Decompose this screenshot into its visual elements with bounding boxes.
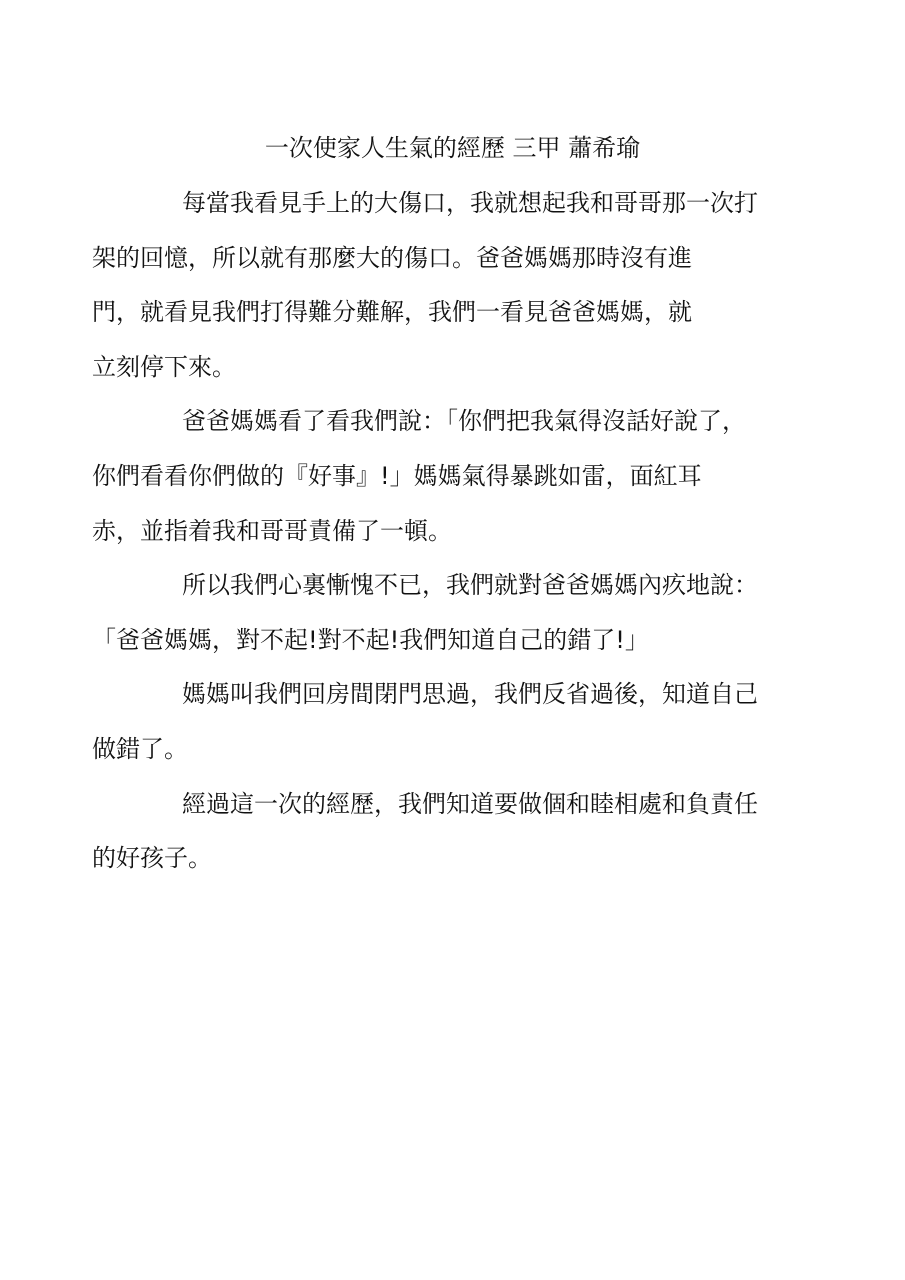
paragraph-3 (92, 558, 777, 667)
paragraph-line: 赤，並指着我和哥哥責備了一頓。 (92, 516, 452, 545)
paragraph-line: 經過這一次的經歷，我們知道要做個和睦相處和負責任 (182, 789, 758, 818)
paragraph-5 (92, 777, 777, 886)
paragraph-line: 所以我們心裏慚愧不已，我們就對爸爸媽媽內疚地說： (182, 571, 758, 600)
paragraph-line: 「爸爸媽媽，對不起!對不起!我們知道自己的錯了!」 (92, 625, 649, 654)
paragraph-line: 架的回憶，所以就有那麼大的傷口。爸爸媽媽那時沒有進 (92, 243, 692, 272)
paragraph-line: 爸爸媽媽看了看我們說：「你們把我氣得沒話好說了， (182, 407, 746, 436)
paragraph-line: 立刻停下來。 (92, 352, 236, 381)
paragraph-line: 的好孩子。 (92, 844, 212, 873)
paragraph-4 (92, 667, 777, 776)
paragraph-line: 媽媽叫我們回房間閉門思過，我們反省過後，知道自己 (182, 680, 758, 709)
paragraph-line: 你們看看你們做的『好事』!」媽媽氣得暴跳如雷，面紅耳 (92, 461, 702, 490)
paragraph-line: 做錯了。 (92, 734, 188, 763)
paragraph-line: 每當我看見手上的大傷口，我就想起我和哥哥那一次打 (182, 189, 758, 217)
paragraph-1 (92, 176, 777, 394)
paragraph-2 (92, 394, 777, 558)
document-body (92, 176, 777, 886)
paragraph-line: 門，就看見我們打得難分難解，我們一看見爸爸媽媽，就 (92, 298, 692, 327)
document-title: 一次使家人生氣的經歷 三甲 蕭希瑜 (264, 134, 641, 162)
